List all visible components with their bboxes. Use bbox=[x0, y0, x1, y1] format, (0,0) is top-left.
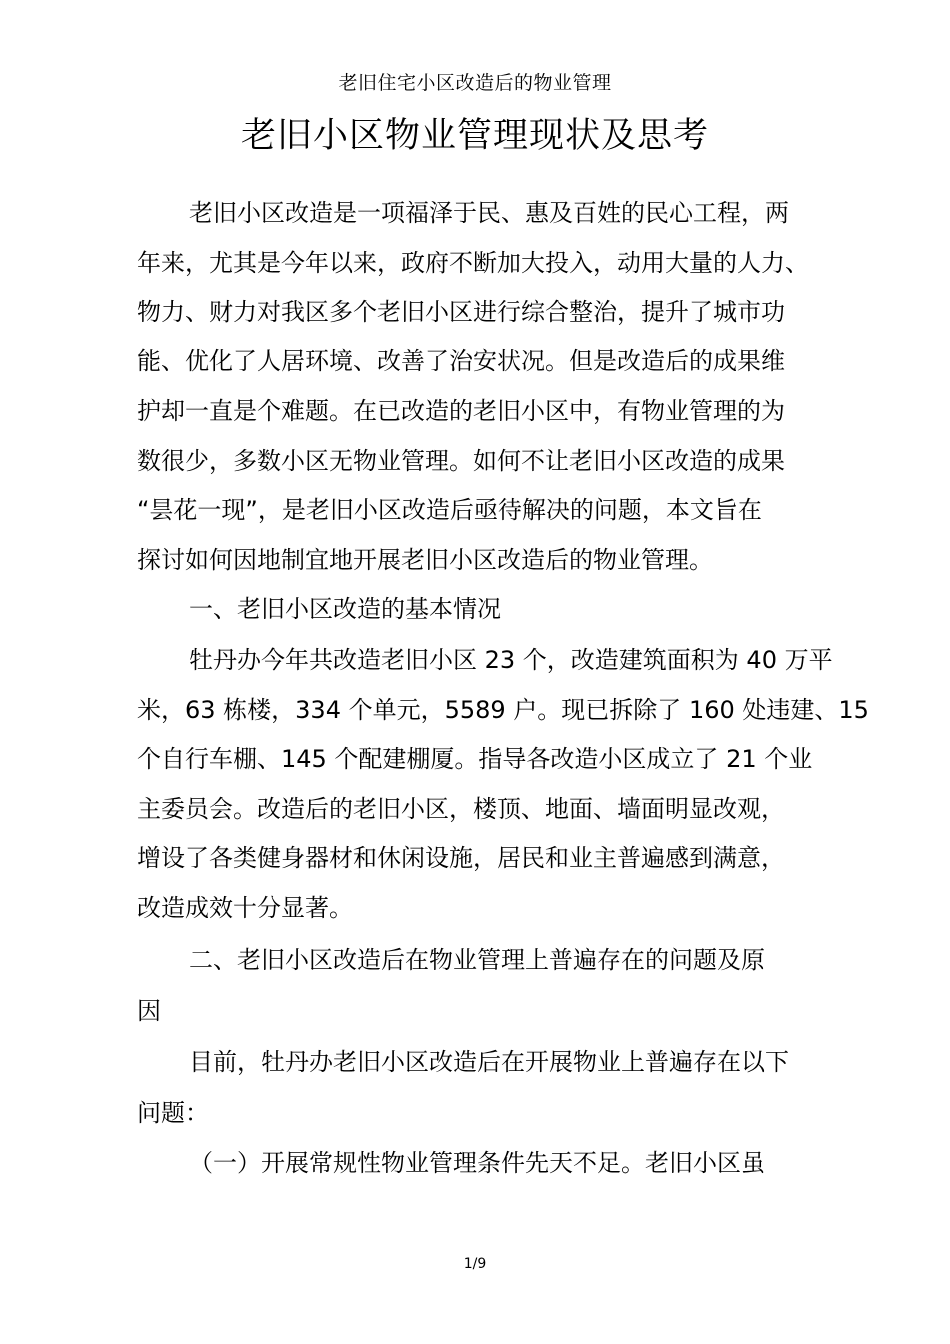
paragraph-line: 护却一直是个难题。在已改造的老旧小区中，有物业管理的为 bbox=[137, 397, 785, 425]
paragraph-line: 增设了各类健身器材和休闲设施，居民和业主普遍感到满意， bbox=[137, 844, 785, 872]
paragraph-line: 物力、财力对我区多个老旧小区进行综合整治，提升了城市功 bbox=[137, 298, 785, 326]
section-heading: 二、老旧小区改造后在物业管理上普遍存在的问题及原 bbox=[189, 946, 765, 974]
paragraph-line: 能、优化了人居环境、改善了治安状况。但是改造后的成果维 bbox=[137, 347, 785, 375]
section-heading: 一、老旧小区改造的基本情况 bbox=[189, 595, 501, 623]
paragraph-line: 改造成效十分显著。 bbox=[137, 894, 353, 922]
paragraph-line: 米，63 栋楼，334 个单元，5589 户。现已拆除了 160 处违建、15 bbox=[137, 696, 869, 724]
paragraph-line: 老旧小区改造是一项福泽于民、惠及百姓的民心工程，两 bbox=[189, 199, 789, 227]
paragraph-line: 目前，牡丹办老旧小区改造后在开展物业上普遍存在以下 bbox=[189, 1048, 789, 1076]
running-header: 老旧住宅小区改造后的物业管理 bbox=[338, 72, 612, 94]
paragraph-line: 主委员会。改造后的老旧小区，楼顶、地面、墙面明显改观， bbox=[137, 795, 785, 823]
subsection-line: （一）开展常规性物业管理条件先天不足。老旧小区虽 bbox=[189, 1149, 765, 1177]
paragraph-line: 个自行车棚、145 个配建棚厦。指导各改造小区成立了 21 个业 bbox=[137, 745, 813, 773]
document-title: 老旧小区物业管理现状及思考 bbox=[240, 116, 709, 156]
page-number: 1/9 bbox=[463, 1256, 487, 1272]
paragraph-line: 牡丹办今年共改造老旧小区 23 个，改造建筑面积为 40 万平 bbox=[189, 646, 833, 674]
paragraph-line: 数很少，多数小区无物业管理。如何不让老旧小区改造的成果 bbox=[137, 447, 785, 475]
paragraph-line: 问题： bbox=[137, 1099, 209, 1127]
paragraph-line: 探讨如何因地制宜地开展老旧小区改造后的物业管理。 bbox=[137, 546, 713, 574]
section-heading-continued: 因 bbox=[137, 997, 161, 1025]
paragraph-line: “昙花一现”，是老旧小区改造后亟待解决的问题，本文旨在 bbox=[137, 496, 762, 524]
paragraph-line: 年来，尤其是今年以来，政府不断加大投入，动用大量的人力、 bbox=[137, 249, 809, 277]
